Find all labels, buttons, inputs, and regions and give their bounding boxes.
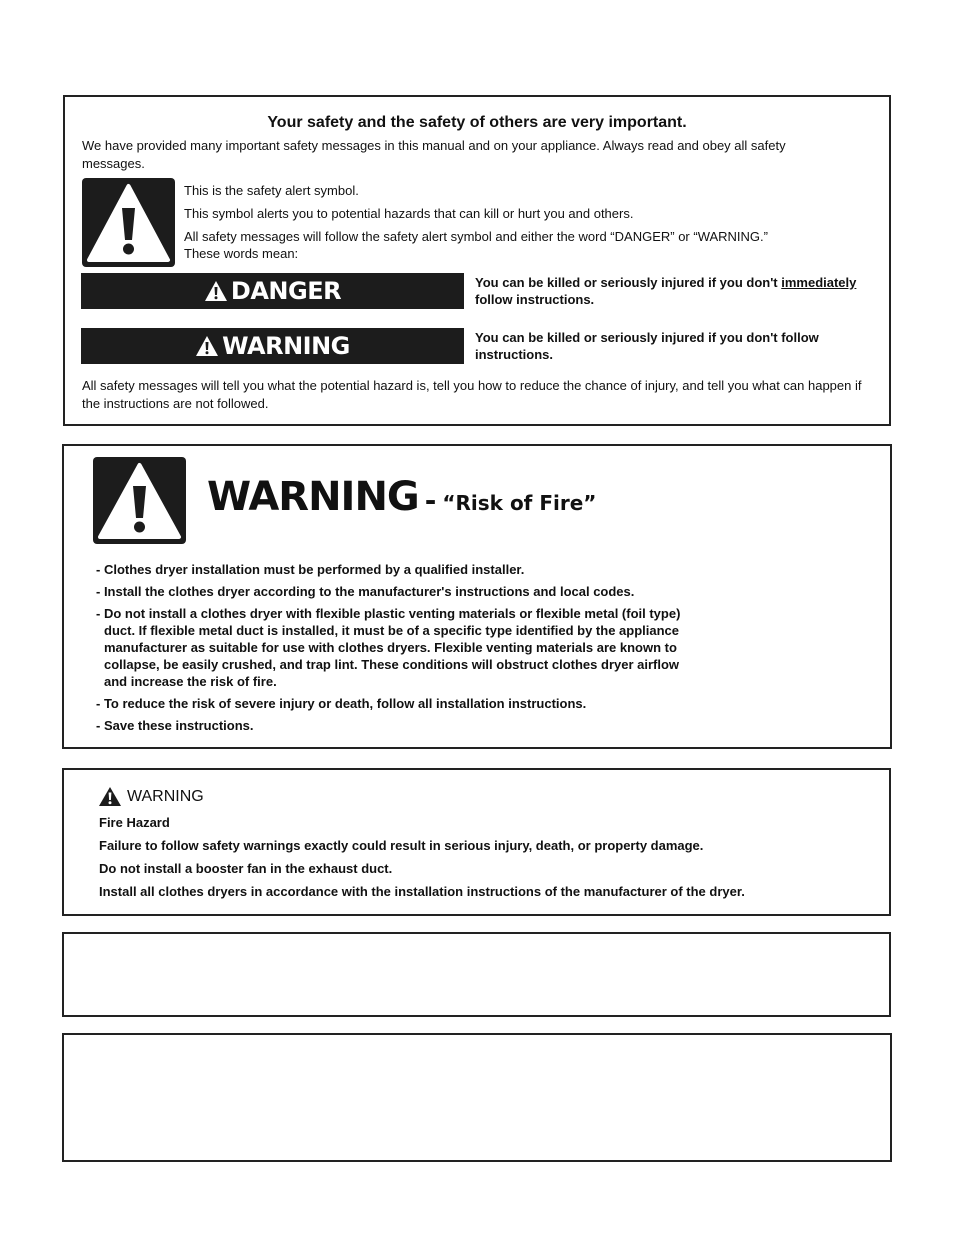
list-item: - Clothes dryer installation must be performed by a qualified installer. xyxy=(96,562,525,577)
list-item: - Do not install a clothes dryer with flexible plastic venting materials or flexible metal (foil type) duct. If flexible metal duct is installed, it must be of a specific type identified by the appliance manufacturer as suitable for use with clothes dryers. Flexible venting materials are known to collapse, be easily crushed, and trap lint. These conditions will obstruct clothes dryer airflow and increase the risk of fire. xyxy=(96,606,681,689)
fire-warning-list xyxy=(96,561,696,739)
hazard-line-2: Failure to follow safety warnings exactly could result in serious injury, death, or property damage. xyxy=(99,838,704,853)
hazard-warning-header xyxy=(98,786,204,807)
symbol-line-4: These words mean: xyxy=(184,246,299,261)
danger-signal-bar xyxy=(81,273,464,309)
symbol-line-3: All safety messages will follow the safety alert symbol and either the word “DANGER” or “WARNING.” xyxy=(184,229,768,244)
fire-warning-box xyxy=(62,444,892,749)
hazard-warning-label: WARNING xyxy=(127,787,204,805)
warning-alert-icon xyxy=(195,335,219,357)
list-item: - Install the clothes dryer according to the manufacturer's instructions and local codes. xyxy=(96,584,635,599)
fire-warning-subtitle: “Risk of Fire” xyxy=(442,491,597,515)
safety-footer-text: All safety messages will tell you what the potential hazard is, tell you how to reduce the chance of injury, and tell you what can happen if the instructions are not followed. xyxy=(82,378,862,411)
hazard-line-3: Do not install a booster fan in the exhaust duct. xyxy=(99,861,393,876)
danger-label: DANGER xyxy=(230,277,342,305)
hazard-line-4: Install all clothes dryers in accordance with the installation instructions of the manufacturer of the dryer. xyxy=(99,884,745,899)
danger-description xyxy=(475,274,885,308)
list-item: - To reduce the risk of severe injury or death, follow all installation instructions. xyxy=(96,696,587,711)
empty-box xyxy=(62,1033,892,1162)
danger-desc-underlined: immediately xyxy=(781,275,857,290)
fire-warning-alert-icon xyxy=(93,457,186,544)
safety-alert-icon xyxy=(82,178,175,267)
symbol-line-1: This is the safety alert symbol. xyxy=(184,183,359,198)
fire-warning-title xyxy=(207,474,596,520)
empty-box xyxy=(62,932,891,1017)
fire-warning-word: WARNING xyxy=(207,474,419,520)
list-item: - Save these instructions. xyxy=(96,718,254,733)
safety-intro-box xyxy=(63,95,891,426)
hazard-alert-icon xyxy=(98,786,122,807)
fire-hazard-box xyxy=(62,768,891,916)
hazard-line-1: Fire Hazard xyxy=(99,815,170,830)
danger-desc-part1: You can be killed or seriously injured if you don't xyxy=(475,275,782,290)
warning-signal-bar xyxy=(81,328,464,364)
symbol-line-2: This symbol alerts you to potential hazards that can kill or hurt you and others. xyxy=(184,206,634,221)
fire-warning-dash: - xyxy=(424,484,437,517)
danger-desc-part2: follow instructions. xyxy=(475,292,595,307)
safety-intro-text: We have provided many important safety messages in this manual and on your appliance. Always read and obey all safety messages. xyxy=(82,138,786,171)
danger-alert-icon xyxy=(204,280,228,302)
safety-heading: Your safety and the safety of others are very important. xyxy=(267,114,687,131)
warning-label: WARNING xyxy=(222,332,350,360)
warning-description: You can be killed or seriously injured if you don't follow instructions. xyxy=(475,330,819,362)
